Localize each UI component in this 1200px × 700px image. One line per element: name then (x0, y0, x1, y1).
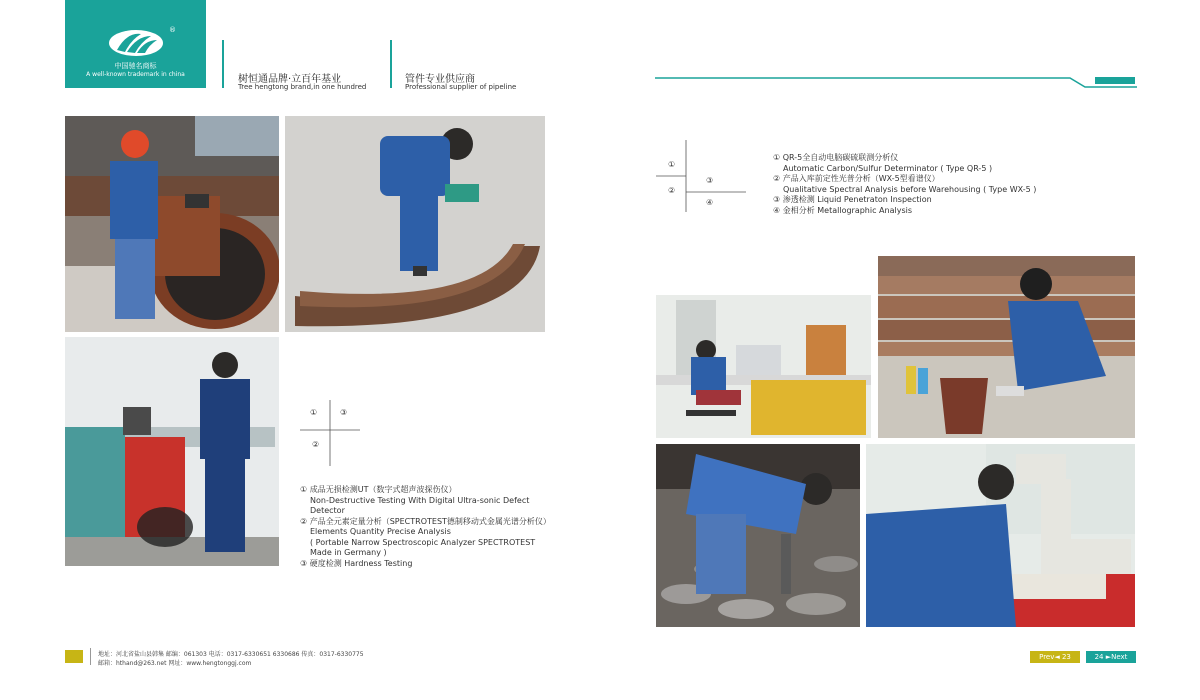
right-legend-mark-1: ① (668, 160, 676, 169)
left-caption-line: Non-Destructive Testing With Digital Ultra-sonic Defect (310, 495, 530, 505)
right-caption-line: ③ 渗透检测 Liquid Penetraton Inspection (773, 195, 932, 204)
left-legend-mark-1: ① (310, 408, 318, 417)
left-legend-mark-3: ③ (340, 408, 348, 417)
right-caption-line: ② 产品入库前定性光普分析（WX-5型看谱仪） (773, 174, 940, 183)
left-caption-line: ③ 硬度检测 Hardness Testing (300, 558, 413, 568)
left-caption-line: Detector (310, 506, 345, 515)
header-rule (655, 74, 1137, 90)
header-divider-1 (222, 40, 224, 88)
right-legend-cross (656, 140, 748, 212)
photo-carbon-sulfur-lab (656, 295, 871, 438)
registered-mark: ® (169, 26, 176, 34)
slogan2-cn: 管件专业供应商 (405, 74, 475, 85)
photo-penetrant-inspection (878, 256, 1135, 438)
right-caption (773, 153, 1036, 216)
photo-portable-spectrometer (65, 337, 279, 566)
right-legend-mark-2: ② (668, 186, 676, 195)
brand-logo-box (65, 0, 206, 88)
footer-address: 地址：河北省盐山县韩集 邮编：061303 电话：0317-6330651 6330686 传真：0317-6330775 (98, 651, 364, 658)
right-legend-mark-4: ④ (706, 198, 714, 207)
left-legend-mark-2: ② (312, 440, 320, 449)
prev-page-button[interactable]: Prev◄ 23 (1030, 651, 1080, 663)
right-caption-line: Qualitative Spectral Analysis before Warehousing ( Type WX-5 ) (783, 184, 1037, 194)
left-caption-line: ② 产品全元素定量分析（SPECTROTEST德制移动式金属光谱分析仪） (300, 516, 551, 526)
next-page-button[interactable]: 24 ►Next (1086, 651, 1136, 663)
right-caption-line: ① QR-5全自动电脑碳硫联测分析仪 (773, 153, 899, 162)
photo-spectro-analysis-elbow (285, 116, 545, 332)
left-caption-line: ( Portable Narrow Spectroscopic Analyzer SPECTROTEST (310, 537, 536, 547)
left-caption-line: ① 成品无损检测UT（数字式超声波探伤仪） (300, 485, 457, 494)
left-caption-line: Elements Quantity Precise Analysis (310, 527, 451, 536)
logo-en-text: A well-known trademark in china (86, 71, 185, 78)
photo-ultrasonic-testing (65, 116, 279, 332)
footer-marker (65, 650, 83, 663)
right-caption-line: Automatic Carbon/Sulfur Determinator ( Type QR-5 ) (783, 163, 993, 173)
footer-divider (90, 648, 91, 665)
left-caption-line: Made in Germany ) (310, 548, 387, 557)
brand-logo-icon (107, 28, 165, 58)
left-caption (300, 485, 551, 569)
header-divider-2 (390, 40, 392, 88)
footer-contact: 邮箱：hthand@263.net 网址：www.hengtonggj.com (98, 660, 252, 667)
slogan2-en: Professional supplier of pipeline (405, 83, 517, 91)
right-caption-line: ④ 金相分析 Metallographic Analysis (773, 205, 913, 215)
logo-cn-text: 中国驰名商标 (114, 62, 157, 70)
slogan1-cn: 树恒通品牌·立百年基业 (238, 74, 342, 85)
right-legend-mark-3: ③ (706, 176, 714, 185)
photo-metallographic-microscope (866, 444, 1135, 627)
slogan1-en: Tree hengtong brand,in one hundred (238, 83, 367, 91)
photo-spectroscope-caps (656, 444, 860, 627)
